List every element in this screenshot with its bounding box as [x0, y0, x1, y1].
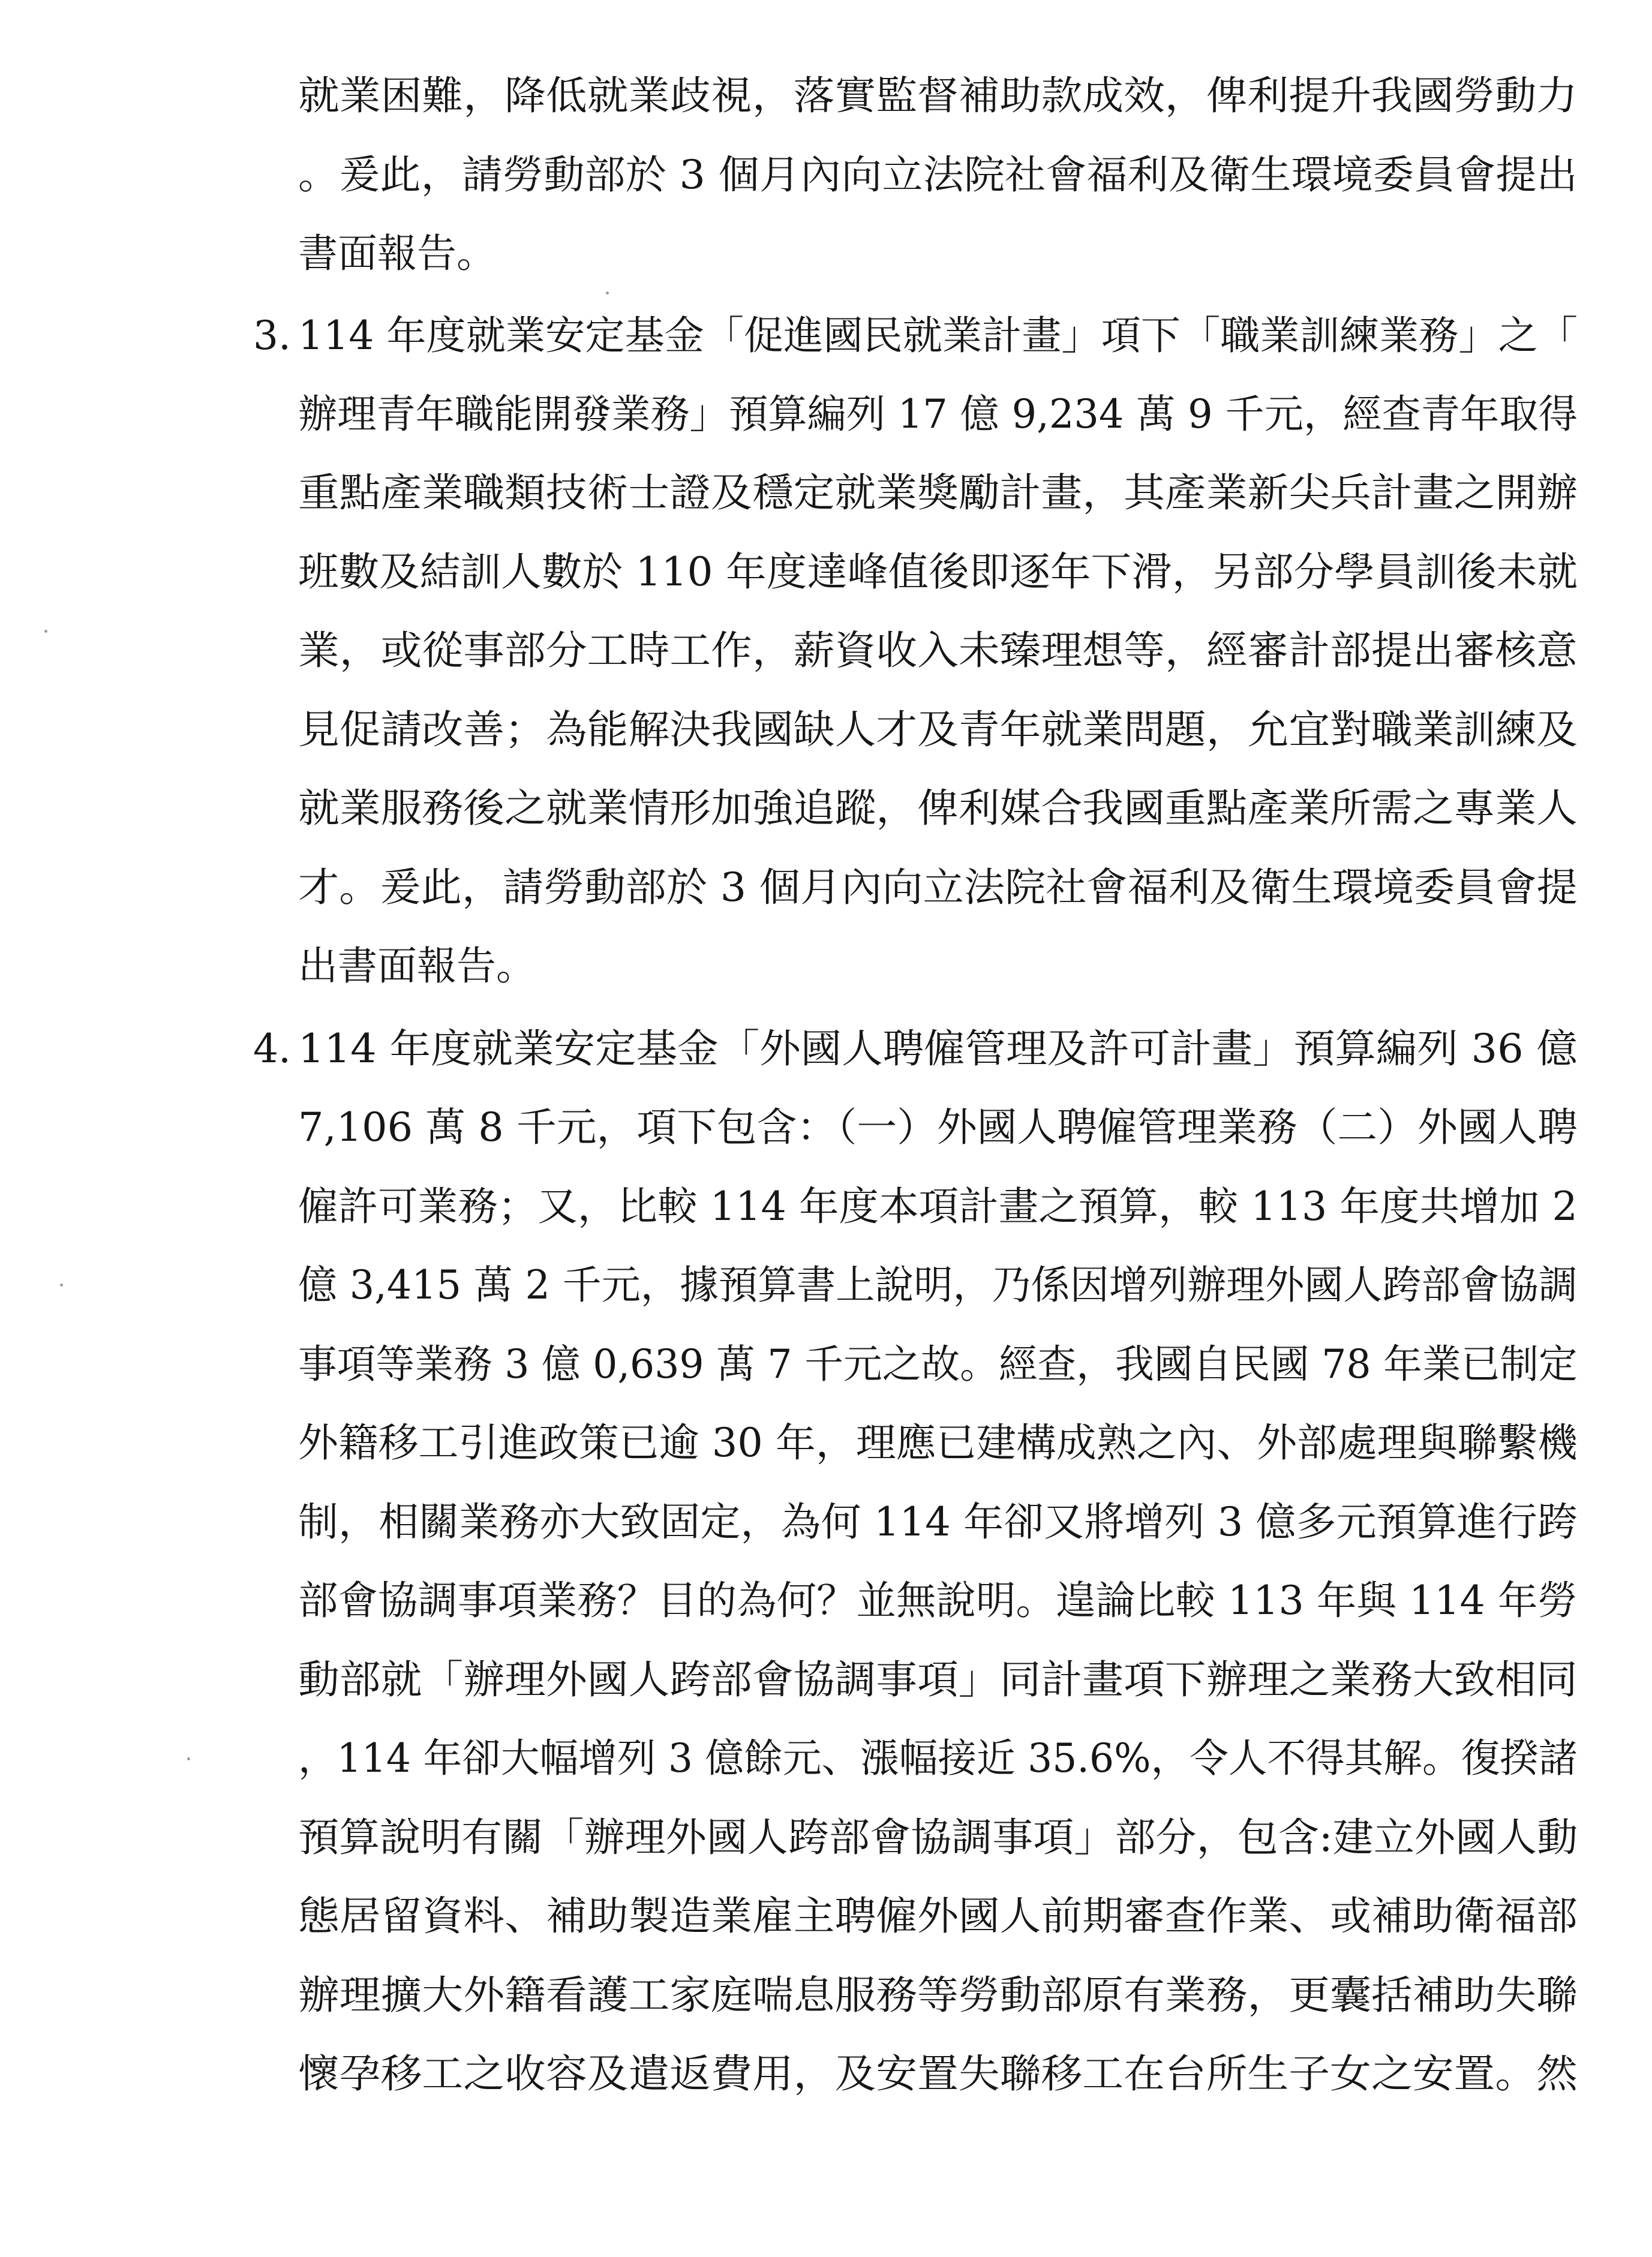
- text-line: 事項等業務 3 億 0,639 萬 7 千元之故。經查，我國自民國 78 年業已制定: [298, 1341, 1578, 1387]
- item-number: 4.: [253, 1026, 291, 1072]
- text-line: 114 年度就業安定基金「外國人聘僱管理及許可計畫」預算編列 36 億: [298, 1026, 1578, 1072]
- text-line: ，114 年卻大幅增列 3 億餘元、漲幅接近 35.6%，令人不得其解。復揆諸: [298, 1735, 1578, 1781]
- text-line: 見促請改善；為能解決我國缺人才及青年就業問題，允宜對職業訓練及: [298, 707, 1578, 753]
- text-line: 就業服務後之就業情形加強追蹤，俾利媒合我國重點產業所需之專業人: [298, 785, 1578, 831]
- text-line: 書面報告。: [298, 230, 496, 277]
- text-line: 僱許可業務；又，比較 114 年度本項計畫之預算，較 113 年度共增加 2: [298, 1183, 1578, 1230]
- item-number: 3.: [253, 312, 291, 359]
- scan-speck: [606, 291, 609, 294]
- text-line: 業，或從事部分工時工作，薪資收入未臻理想等，經審計部提出審核意: [298, 627, 1578, 674]
- text-line: 7,106 萬 8 千元，項下包含：（一）外國人聘僱管理業務（二）外國人聘: [298, 1104, 1578, 1150]
- text-line: 出書面報告。: [298, 943, 536, 989]
- text-line: 辦理青年職能開發業務」預算編列 17 億 9,234 萬 9 千元，經查青年取得: [298, 391, 1578, 437]
- scan-speck: [187, 1757, 190, 1760]
- text-line: 114 年度就業安定基金「促進國民就業計畫」項下「職業訓練業務」之「: [298, 312, 1578, 359]
- scan-speck: [44, 630, 47, 633]
- text-line: 才。爰此，請勞動部於 3 個月內向立法院社會福利及衛生環境委員會提: [298, 864, 1578, 910]
- scan-speck: [60, 1284, 63, 1287]
- text-line: 外籍移工引進政策已逾 30 年，理應已建構成熟之內、外部處理與聯繫機: [298, 1420, 1578, 1466]
- text-line: 動部就「辦理外國人跨部會協調事項」同計畫項下辦理之業務大致相同: [298, 1657, 1578, 1703]
- text-line: 懷孕移工之收容及遣返費用，及安置失聯移工在台所生子女之安置。然: [298, 2051, 1578, 2097]
- text-line: 重點產業職類技術士證及穩定就業獎勵計畫，其產業新尖兵計畫之開辦: [298, 470, 1578, 516]
- text-line: 辦理擴大外籍看護工家庭喘息服務等勞動部原有業務，更囊括補助失聯: [298, 1972, 1578, 2018]
- text-line: 。爰此，請勞動部於 3 個月內向立法院社會福利及衛生環境委員會提出: [298, 152, 1578, 198]
- text-line: 預算說明有關「辦理外國人跨部會協調事項」部分，包含:建立外國人動: [298, 1814, 1578, 1861]
- text-line: 制，相關業務亦大致固定，為何 114 年卻又將增列 3 億多元預算進行跨: [298, 1499, 1578, 1545]
- text-line: 態居留資料、補助製造業雇主聘僱外國人前期審查作業、或補助衛福部: [298, 1893, 1578, 1939]
- text-line: 億 3,415 萬 2 千元，據預算書上說明，乃係因增列辦理外國人跨部會協調: [298, 1262, 1578, 1308]
- text-line: 部會協調事項業務？目的為何？並無說明。遑論比較 113 年與 114 年勞: [298, 1577, 1578, 1624]
- text-line: 班數及結訓人數於 110 年度達峰值後即逐年下滑，另部分學員訓後未就: [298, 549, 1578, 595]
- text-line: 就業困難，降低就業歧視，落實監督補助款成效，俾利提升我國勞動力: [298, 73, 1578, 119]
